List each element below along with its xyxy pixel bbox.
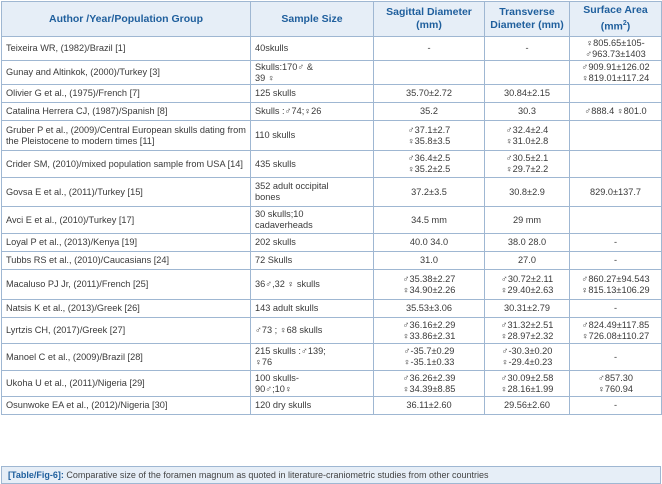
- cell-sagittal-line: ♂36.4±2.5: [407, 153, 451, 163]
- cell-surface-area: [570, 234, 662, 252]
- cell-transverse-line: 30.3: [518, 106, 536, 116]
- table-row: [2, 344, 662, 371]
- cell-sample-size-line: cadaverheads: [255, 220, 313, 230]
- cell-sagittal-line: -: [427, 43, 431, 53]
- cell-transverse: [485, 37, 570, 61]
- cell-sample-size-line: ♂73 ; ♀68 skulls: [255, 325, 323, 335]
- cell-sample-size-line: 72 Skulls: [255, 255, 293, 265]
- cell-sample-size: [251, 85, 374, 103]
- cell-surface-area-line: ♂963.73±1403: [585, 48, 646, 59]
- cell-sagittal-line: 40.0 34.0: [409, 237, 449, 247]
- cell-sagittal-line: ♀-35.1±0.33: [403, 357, 455, 367]
- cell-sagittal-line: ♂36.16±2.29: [402, 319, 456, 330]
- cell-author: [2, 318, 251, 344]
- cell-surface-area: [570, 178, 662, 207]
- cell-sagittal-line: ♂-35.7±0.29: [403, 346, 455, 356]
- cell-transverse: [485, 178, 570, 207]
- cell-surface-area: [570, 151, 662, 178]
- cell-transverse: [485, 371, 570, 397]
- table-row: [2, 270, 662, 300]
- cell-transverse-line: 27.0: [518, 255, 536, 265]
- cell-sagittal: [374, 103, 485, 121]
- cell-transverse: [485, 397, 570, 415]
- cell-sagittal-line: ♂35.38±2.27: [402, 273, 456, 284]
- cell-surface-area-line: 829.0±137.7: [589, 186, 642, 197]
- cell-surface-area: [570, 37, 662, 61]
- cell-transverse: [485, 270, 570, 300]
- cell-surface-area-line: ♀819.01±117.24: [581, 72, 650, 83]
- cell-surface-area: [570, 103, 662, 121]
- cell-author: [2, 103, 251, 121]
- table-row: [2, 397, 662, 415]
- cell-sagittal: [374, 270, 485, 300]
- cell-sagittal: [374, 207, 485, 234]
- cell-author-line: Ukoha U et al., (2011)/Nigeria [29]: [6, 378, 145, 388]
- caption-text: Comparative size of the foramen magnum as quoted in literature-craniometric studies from other countries: [63, 470, 489, 480]
- cell-sagittal: [374, 37, 485, 61]
- cell-sample-size-line: 36♂,32 ♀ skulls: [255, 279, 320, 289]
- table-row: [2, 151, 662, 178]
- table-row: [2, 85, 662, 103]
- cell-surface-area-line: -: [613, 351, 618, 362]
- cell-sample-size: [251, 103, 374, 121]
- cell-surface-area-line: ♀815.13±106.29: [581, 284, 650, 295]
- cell-sample-size: [251, 61, 374, 85]
- cell-author-line: Teixeira WR, (1982)/Brazil [1]: [6, 43, 126, 53]
- cell-author-line: Gunay and Altinkok, (2000)/Turkey [3]: [6, 67, 160, 77]
- cell-author: [2, 270, 251, 300]
- cell-transverse-line: -: [525, 43, 529, 53]
- table-row: [2, 121, 662, 151]
- cell-sample-size-line: 39 ♀: [255, 72, 275, 83]
- cell-transverse: [485, 151, 570, 178]
- cell-author-line: Lyrtzis CH, (2017)/Greek [27]: [6, 325, 126, 335]
- cell-sample-size: [251, 37, 374, 61]
- cell-sagittal: [374, 371, 485, 397]
- cell-sample-size: [251, 270, 374, 300]
- cell-sample-size: [251, 121, 374, 151]
- cell-author-line: Crider SM, (2010)/mixed population sample from USA [14]: [6, 158, 243, 169]
- cell-sagittal-line: 36.11±2.60: [406, 400, 452, 410]
- cell-author-line: Natsis K et al., (2013)/Greek [26]: [6, 303, 140, 313]
- cell-sample-size: [251, 318, 374, 344]
- cell-author: [2, 371, 251, 397]
- cell-transverse-line: 30.31±2.79: [504, 303, 550, 313]
- cell-author-line: Loyal P et al., (2013)/Kenya [19]: [6, 237, 138, 247]
- cell-sagittal: [374, 151, 485, 178]
- cell-transverse-line: ♂30.09±2.58: [500, 372, 554, 383]
- cell-transverse: [485, 318, 570, 344]
- cell-author: [2, 300, 251, 318]
- cell-sample-size: [251, 178, 374, 207]
- cell-transverse-line: ♀28.97±2.32: [500, 330, 554, 341]
- cell-author: [2, 397, 251, 415]
- table-row: [2, 207, 662, 234]
- cell-transverse-line: ♂-30.3±0.20: [501, 346, 553, 356]
- cell-sagittal-line: ♀34.39±8.85: [402, 383, 456, 394]
- cell-surface-area-line: ♂857.30: [598, 372, 633, 383]
- table-row: [2, 300, 662, 318]
- cell-sagittal-line: 31.0: [420, 255, 438, 265]
- cell-surface-area: [570, 270, 662, 300]
- table-row: [2, 61, 662, 85]
- cell-sample-size-line: 202 skulls: [255, 237, 296, 247]
- cell-author: [2, 121, 251, 151]
- cell-sample-size: [251, 397, 374, 415]
- cell-sagittal: [374, 178, 485, 207]
- header-author: Author /Year/Population Group: [2, 2, 251, 37]
- cell-sample-size-line: 143 adult skulls: [255, 303, 319, 313]
- cell-sagittal-line: ♀34.90±2.26: [402, 284, 456, 295]
- cell-sample-size: [251, 207, 374, 234]
- cell-sample-size-line: Skulls :♂74;♀26: [255, 106, 322, 116]
- cell-surface-area-line: -: [613, 255, 618, 265]
- cell-transverse-line: 29 mm: [512, 214, 542, 225]
- cell-sample-size-line: 215 skulls :♂139;: [255, 346, 326, 356]
- cell-sample-size: [251, 371, 374, 397]
- cell-surface-area-line: ♂888.4 ♀801.0: [584, 106, 647, 116]
- cell-surface-area: [570, 397, 662, 415]
- cell-sagittal-line: 35.53±3.06: [406, 303, 452, 313]
- cell-sagittal: [374, 344, 485, 371]
- cell-surface-area-line: ♀805.65±105-: [586, 37, 645, 48]
- cell-surface-area-line: -: [613, 303, 618, 313]
- table-caption: [1, 466, 661, 484]
- cell-surface-area: [570, 207, 662, 234]
- cell-author-line: Tubbs RS et al., (2010)/Caucasians [24]: [6, 255, 170, 265]
- cell-transverse-line: 30.8±2.9: [509, 186, 545, 197]
- cell-surface-area: [570, 318, 662, 344]
- cell-transverse: [485, 207, 570, 234]
- cell-author-line: Catalina Herrera CJ, (1987)/Spanish [8]: [6, 106, 168, 116]
- cell-transverse-line: ♀31.0±2.8: [505, 135, 549, 146]
- cell-sagittal: [374, 121, 485, 151]
- cell-transverse: [485, 344, 570, 371]
- cell-sagittal-line: 35.70±2.72: [406, 88, 452, 98]
- cell-surface-area: [570, 300, 662, 318]
- header-row: [2, 2, 662, 37]
- header-transverse: Transverse Diameter (mm): [485, 2, 570, 37]
- cell-transverse-line: 30.84±2.15: [504, 88, 550, 98]
- cell-author-line: Govsa E et al., (2011)/Turkey [15]: [6, 186, 143, 197]
- cell-transverse: [485, 234, 570, 252]
- table-row: [2, 103, 662, 121]
- cell-transverse-line: ♀29.7±2.2: [505, 164, 549, 174]
- cell-transverse-line: ♂30.5±2.1: [505, 153, 549, 163]
- cell-author: [2, 234, 251, 252]
- cell-sample-size-line: ♀76: [255, 357, 273, 367]
- cell-author-line: Osunwoke EA et al., (2012)/Nigeria [30]: [6, 400, 168, 410]
- cell-surface-area: [570, 85, 662, 103]
- table-row: [2, 178, 662, 207]
- cell-sagittal-line: ♂37.1±2.7: [407, 124, 451, 135]
- table-row: [2, 37, 662, 61]
- cell-sample-size-line: 90♂;10♀: [255, 383, 292, 394]
- cell-sample-size-line: 40skulls: [255, 43, 289, 53]
- cell-sample-size-line: 125 skulls: [255, 88, 296, 98]
- cell-author-line: the Pleistocene to modern times [11]: [6, 135, 155, 146]
- cell-sagittal: [374, 300, 485, 318]
- cell-author: [2, 61, 251, 85]
- cell-sample-size-line: Skulls:170♂ &: [255, 61, 313, 72]
- cell-sample-size-line: 110 skulls: [255, 130, 296, 140]
- header-surface-area: Surface Area $(mm^2)$: [570, 2, 662, 37]
- cell-author: [2, 85, 251, 103]
- cell-author: [2, 151, 251, 178]
- cell-author: [2, 37, 251, 61]
- table-row: [2, 252, 662, 270]
- cell-transverse: [485, 103, 570, 121]
- cell-transverse: [485, 300, 570, 318]
- cell-author-line: Manoel C et al., (2009)/Brazil [28]: [6, 351, 143, 362]
- cell-sagittal-line: ♀35.8±3.5: [407, 135, 451, 146]
- cell-surface-area-line: ♀760.94: [598, 383, 633, 394]
- cell-transverse-line: ♂32.4±2.4: [505, 124, 549, 135]
- cell-transverse: [485, 121, 570, 151]
- cell-sample-size-line: 352 adult occipital: [255, 181, 329, 191]
- cell-author-line: Gruber P et al., (2009)/Central European skulls dating from: [6, 124, 246, 135]
- header-sagittal: Sagittal Diameter (mm): [374, 2, 485, 37]
- cell-transverse: [485, 61, 570, 85]
- cell-transverse-line: ♂31.32±2.51: [500, 319, 554, 330]
- cell-sagittal: [374, 397, 485, 415]
- cell-sagittal: [374, 234, 485, 252]
- cell-sample-size-line: 435 skulls: [255, 158, 296, 169]
- cell-sagittal-line: 34.5 mm: [411, 214, 447, 225]
- cell-author: [2, 178, 251, 207]
- cell-sample-size-line: 100 skulls-: [255, 372, 299, 383]
- cell-sagittal-line: ♂36.26±2.39: [402, 372, 456, 383]
- cell-transverse: [485, 252, 570, 270]
- cell-sample-size: [251, 151, 374, 178]
- cell-sample-size-line: bones: [255, 192, 281, 202]
- cell-author-line: Olivier G et al., (1975)/French [7]: [6, 88, 140, 98]
- cell-author: [2, 252, 251, 270]
- cell-author: [2, 344, 251, 371]
- cell-sagittal: [374, 318, 485, 344]
- table-row: [2, 234, 662, 252]
- cell-sagittal: [374, 85, 485, 103]
- cell-transverse-line: ♀-29.4±0.23: [501, 357, 553, 367]
- cell-sample-size: [251, 300, 374, 318]
- cell-author: [2, 207, 251, 234]
- cell-sagittal-line: 37.2±3.5: [411, 186, 447, 197]
- cell-sample-size: [251, 252, 374, 270]
- caption-label: [Table/Fig-6]:: [8, 470, 64, 480]
- cell-sagittal: [374, 252, 485, 270]
- cell-surface-area-line: -: [613, 237, 618, 247]
- cell-sample-size-line: 30 skulls;10: [255, 209, 304, 219]
- cell-surface-area-line: ♂824.49±117.85: [581, 319, 650, 330]
- cell-surface-area-line: ♂860.27±94.543: [581, 273, 650, 284]
- cell-sagittal-line: 35.2: [420, 106, 438, 116]
- cell-author-line: Avci E et al., (2010)/Turkey [17]: [6, 214, 135, 225]
- cell-surface-area: [570, 121, 662, 151]
- cell-transverse-line: 38.0 28.0: [507, 237, 547, 247]
- cell-surface-area-line: -: [613, 400, 618, 410]
- table-row: [2, 318, 662, 344]
- comparison-table: [1, 1, 662, 415]
- cell-surface-area: [570, 371, 662, 397]
- cell-author-line: Macaluso PJ Jr, (2011)/French [25]: [6, 279, 149, 289]
- cell-sagittal-line: ♀33.86±2.31: [402, 330, 456, 341]
- cell-surface-area-line: ♂909.91±126.02: [581, 61, 650, 72]
- cell-sagittal: [374, 61, 485, 85]
- cell-surface-area-line: ♀726.08±110.27: [581, 330, 650, 341]
- cell-sample-size-line: 120 dry skulls: [255, 400, 312, 410]
- cell-surface-area: [570, 61, 662, 85]
- cell-transverse-line: ♀29.40±2.63: [500, 284, 554, 295]
- cell-transverse-line: ♂30.72±2.11: [500, 273, 554, 284]
- cell-transverse: [485, 85, 570, 103]
- header-sample-size: Sample Size: [251, 2, 374, 37]
- cell-sample-size: [251, 344, 374, 371]
- cell-surface-area: [570, 344, 662, 371]
- cell-transverse-line: ♀28.16±1.99: [500, 383, 554, 394]
- cell-transverse-line: 29.56±2.60: [504, 400, 550, 410]
- table-row: [2, 371, 662, 397]
- cell-sagittal-line: ♀35.2±2.5: [407, 164, 451, 174]
- cell-surface-area: [570, 252, 662, 270]
- cell-sample-size: [251, 234, 374, 252]
